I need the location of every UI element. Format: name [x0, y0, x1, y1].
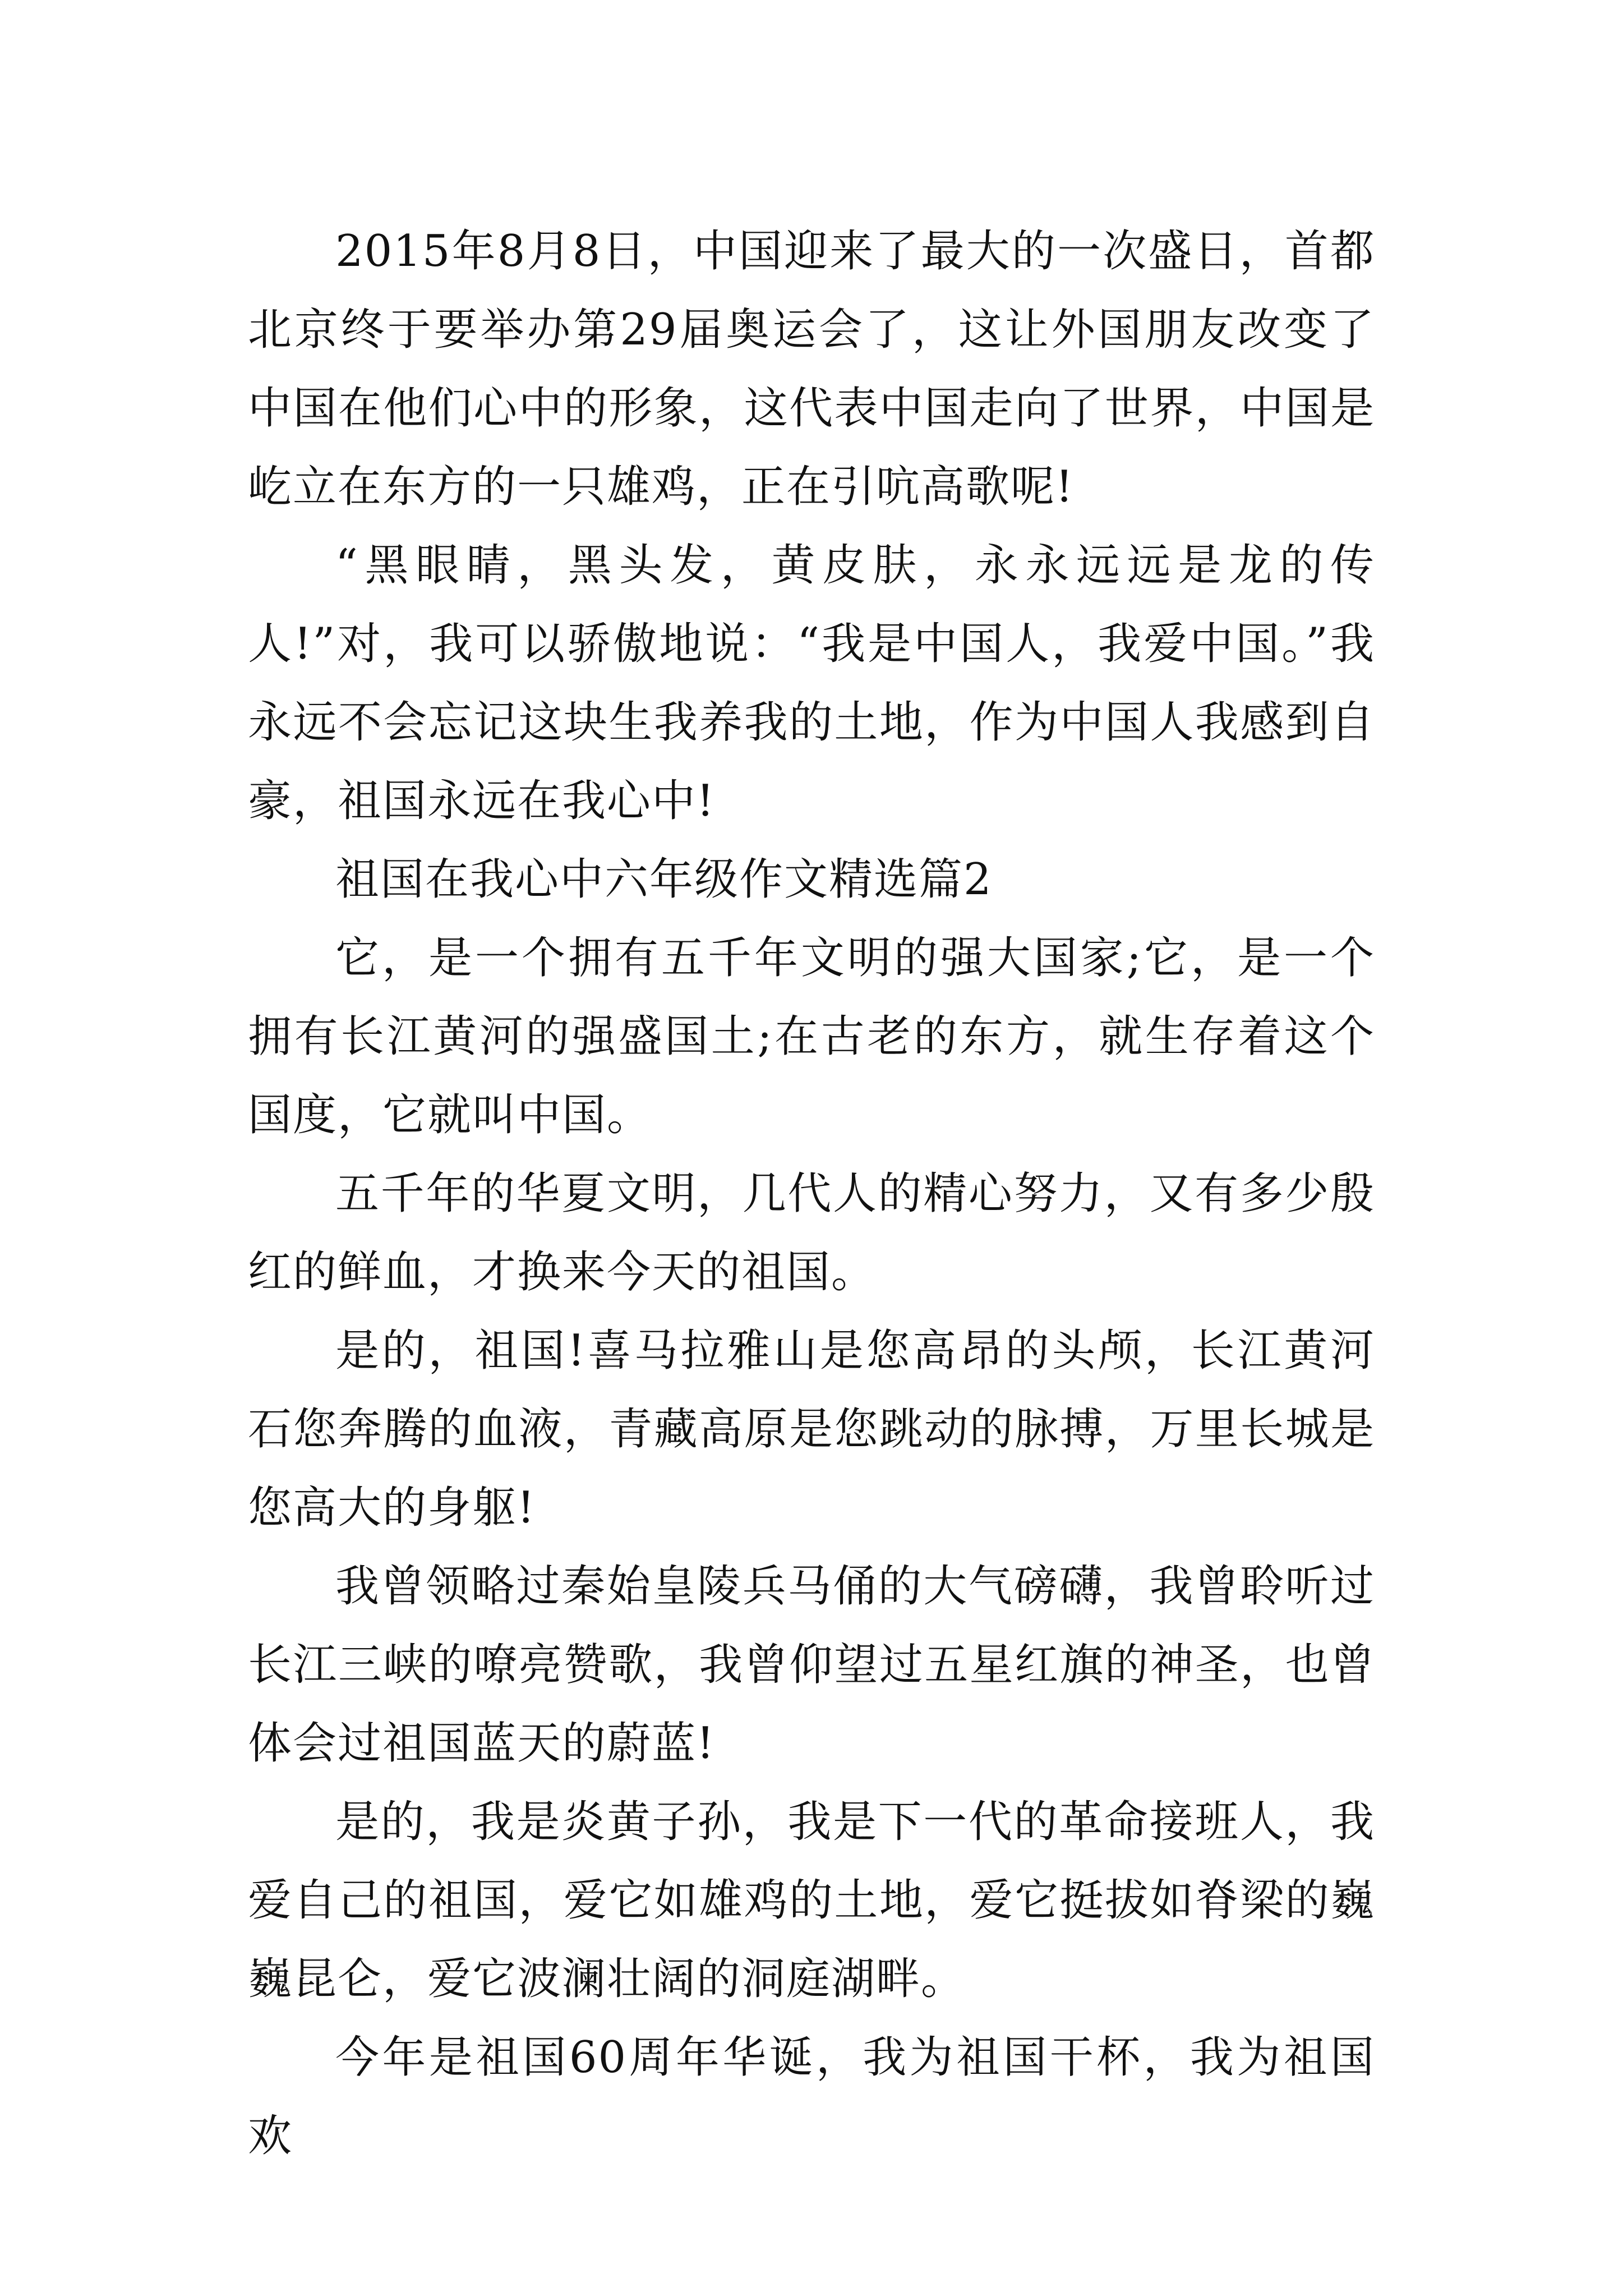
- section-heading: 祖国在我心中六年级作文精选篇2: [335, 854, 993, 905]
- paragraph-7: 是的，我是炎黄子孙，我是下一代的革命接班人，我爱自己的祖国，爱它如雄鸡的土地，爱它挺拔如脊梁的巍巍昆仑，爱它波澜壮阔的洞庭湖畔。: [248, 1797, 1375, 2004]
- paragraph-1: 2015年8月8日，中国迎来了最大的一次盛日，首都北京终于要举办第29届奥运会了，这让外国朋友改变了中国在他们心中的形象，这代表中国走向了世界，中国是屹立在东方的一只雄鸡，正在引吭高歌呢!: [248, 226, 1375, 512]
- paragraph-6: 我曾领略过秦始皇陵兵马俑的大气磅礴，我曾聆听过长江三峡的嘹亮赞歌，我曾仰望过五星红旗的神圣，也曾体会过祖国蓝天的蔚蓝!: [248, 1561, 1375, 1769]
- paragraph-8: 今年是祖国60周年华诞，我为祖国干杯，我为祖国欢: [248, 2032, 1375, 2161]
- paragraph-4: 五千年的华夏文明，几代人的精心努力，又有多少殷红的鲜血，才换来今天的祖国。: [248, 1168, 1375, 1297]
- paragraph-2: “黑眼睛，黑头发，黄皮肤，永永远远是龙的传人!”对，我可以骄傲地说：“我是中国人，我爱中国。”我永远不会忘记这块生我养我的土地，作为中国人我感到自豪，祖国永远在我心中!: [248, 540, 1375, 826]
- paragraph-3: 它，是一个拥有五千年文明的强大国家;它，是一个拥有长江黄河的强盛国土;在古老的东方，就生存着这个国度，它就叫中国。: [248, 933, 1375, 1140]
- essay-body: [248, 212, 1375, 2175]
- paragraph-5: 是的，祖国!喜马拉雅山是您高昂的头颅，长江黄河石您奔腾的血液，青藏高原是您跳动的脉搏，万里长城是您高大的身躯!: [248, 1326, 1375, 1533]
